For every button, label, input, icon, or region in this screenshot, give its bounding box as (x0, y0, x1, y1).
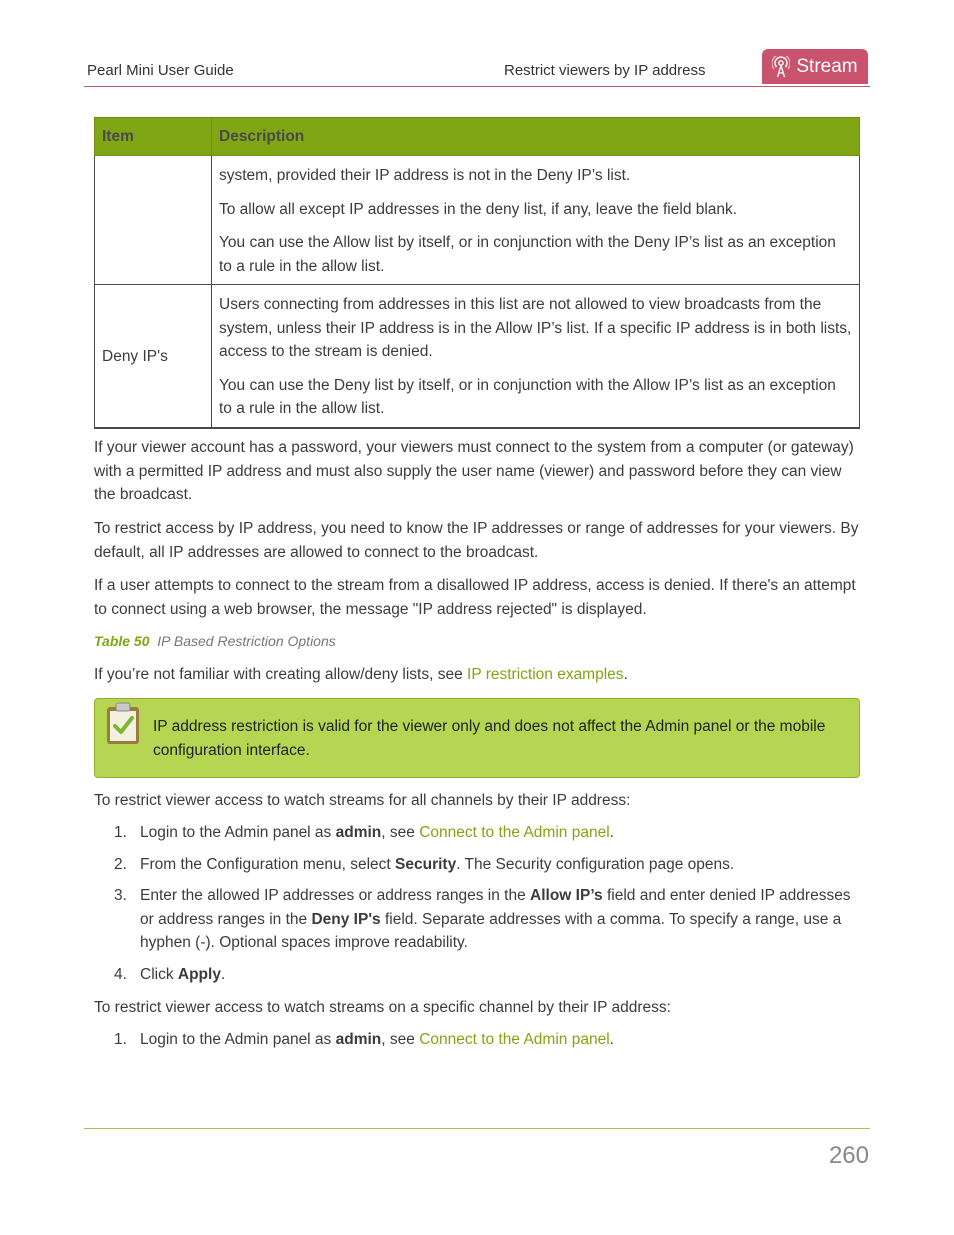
stream-badge-label: Stream (796, 55, 858, 77)
step-bold: Apply (177, 965, 221, 983)
see-also-text: If you’re not familiar with creating allow/deny lists, see (94, 666, 468, 683)
column-header-description: Description (212, 118, 860, 156)
step-number: 1. (114, 1031, 127, 1048)
step-text: . (609, 1031, 614, 1048)
header-divider (84, 86, 870, 87)
step-text: , see (381, 824, 420, 841)
step-text: . (609, 824, 614, 841)
clipboard-check-icon (105, 702, 141, 746)
item-cell: Deny IP's (95, 285, 212, 428)
list-item (94, 963, 864, 987)
caption-label: Table 50 (94, 633, 150, 649)
description-paragraph: Users connecting from addresses in this list are not allowed to view broadcasts from the system, unless their IP address is in the Allow IP’s list. If a specific IP address is in both lists, access to the stream is denied. (219, 296, 852, 360)
step-text: field. Separate addresses with a comma. To specify a range, use a hyphen (-). Optional spaces improve readability. (140, 910, 842, 951)
step-text: Login to the Admin panel as (140, 824, 336, 841)
table-header-row (95, 118, 860, 156)
section-intro: To restrict viewer access to watch streams for all channels by their IP address: (94, 792, 631, 809)
description-cell (212, 285, 860, 428)
step-text: Login to the Admin panel as (140, 1031, 336, 1048)
paragraph-text: To restrict access by IP address, you need to know the IP addresses or range of addresses for your viewers. By default, all IP addresses are allowed to connect to the broadcast. (94, 520, 859, 561)
item-cell (95, 156, 212, 285)
step-bold: Deny IP's (311, 910, 381, 928)
step-bold: Security (395, 855, 457, 873)
step-text: , see (381, 1031, 420, 1048)
table-caption (94, 633, 336, 649)
list-item (94, 1028, 864, 1052)
description-cell (212, 156, 860, 285)
list-item (94, 821, 864, 845)
table-row (95, 156, 860, 285)
description-paragraph: You can use the Allow list by itself, or in conjunction with the Deny IP’s list as an exception to a rule in the allow list. (219, 234, 836, 275)
step-text: field and enter denied IP addresses or address ranges in the (140, 887, 851, 928)
ip-options-table (94, 117, 860, 429)
step-number: 4. (114, 965, 127, 983)
steps-specific-channel (94, 1028, 864, 1060)
description-paragraph: To allow all except IP addresses in the deny list, if any, leave the field blank. (219, 200, 738, 218)
body-paragraph (94, 436, 864, 507)
guide-title: Pearl Mini User Guide (87, 62, 234, 79)
footer-divider (84, 1128, 870, 1129)
connect-admin-panel-link[interactable]: Connect to the Admin panel (419, 1031, 610, 1048)
page-number: 260 (828, 1142, 869, 1169)
body-paragraph (94, 574, 864, 621)
paragraph-text: If a user attempts to connect to the stream from a disallowed IP address, access is denied. If there's an attempt to connect using a web browser, the message "IP address rejected" is displayed. (94, 577, 856, 618)
body-paragraph (94, 517, 864, 564)
step-text: . (220, 965, 226, 983)
step-text: From the Configuration menu, select (140, 855, 396, 873)
broadcast-tower-icon (772, 56, 790, 78)
column-header-item: Item (95, 118, 212, 156)
section-title: Restrict viewers by IP address (504, 62, 706, 79)
connect-admin-panel-link[interactable]: Connect to the Admin panel (419, 824, 610, 841)
caption-text: IP Based Restriction Options (157, 633, 336, 649)
step-text: . The Security configuration page opens. (456, 855, 735, 873)
note-text: IP address restriction is valid for the viewer only and does not affect the Admin panel or the mobile configuration interface. (153, 718, 826, 759)
step-number: 2. (114, 855, 127, 873)
see-also-suffix: . (623, 666, 628, 683)
step-number: 3. (114, 887, 127, 904)
description-paragraph: system, provided their IP address is not in the Deny IP’s list. (219, 167, 631, 184)
step-bold: Allow IP’s (530, 887, 603, 904)
step-number: 1. (114, 824, 127, 841)
step-bold: admin (335, 824, 382, 841)
note-box (94, 698, 860, 778)
see-also (94, 663, 864, 687)
list-item (94, 884, 864, 955)
steps-all-channels (94, 821, 864, 994)
step-bold: admin (335, 1031, 382, 1048)
list-item (94, 853, 864, 877)
section-intro: To restrict viewer access to watch streams on a specific channel by their IP address: (94, 999, 671, 1016)
table-row (95, 285, 860, 428)
step-text: Enter the allowed IP addresses or address ranges in the (140, 887, 531, 904)
paragraph-text: If your viewer account has a password, your viewers must connect to the system from a computer (or gateway) with a permitted IP address and must also supply the user name (viewer) and password before they can view the broadcast. (94, 439, 854, 503)
step-text: Click (140, 965, 178, 983)
ip-restriction-examples-link[interactable]: IP restriction examples (467, 666, 624, 683)
description-paragraph: You can use the Deny list by itself, or in conjunction with the Allow IP’s list as an exception to a rule in the allow list. (219, 376, 836, 417)
stream-badge (762, 49, 868, 84)
